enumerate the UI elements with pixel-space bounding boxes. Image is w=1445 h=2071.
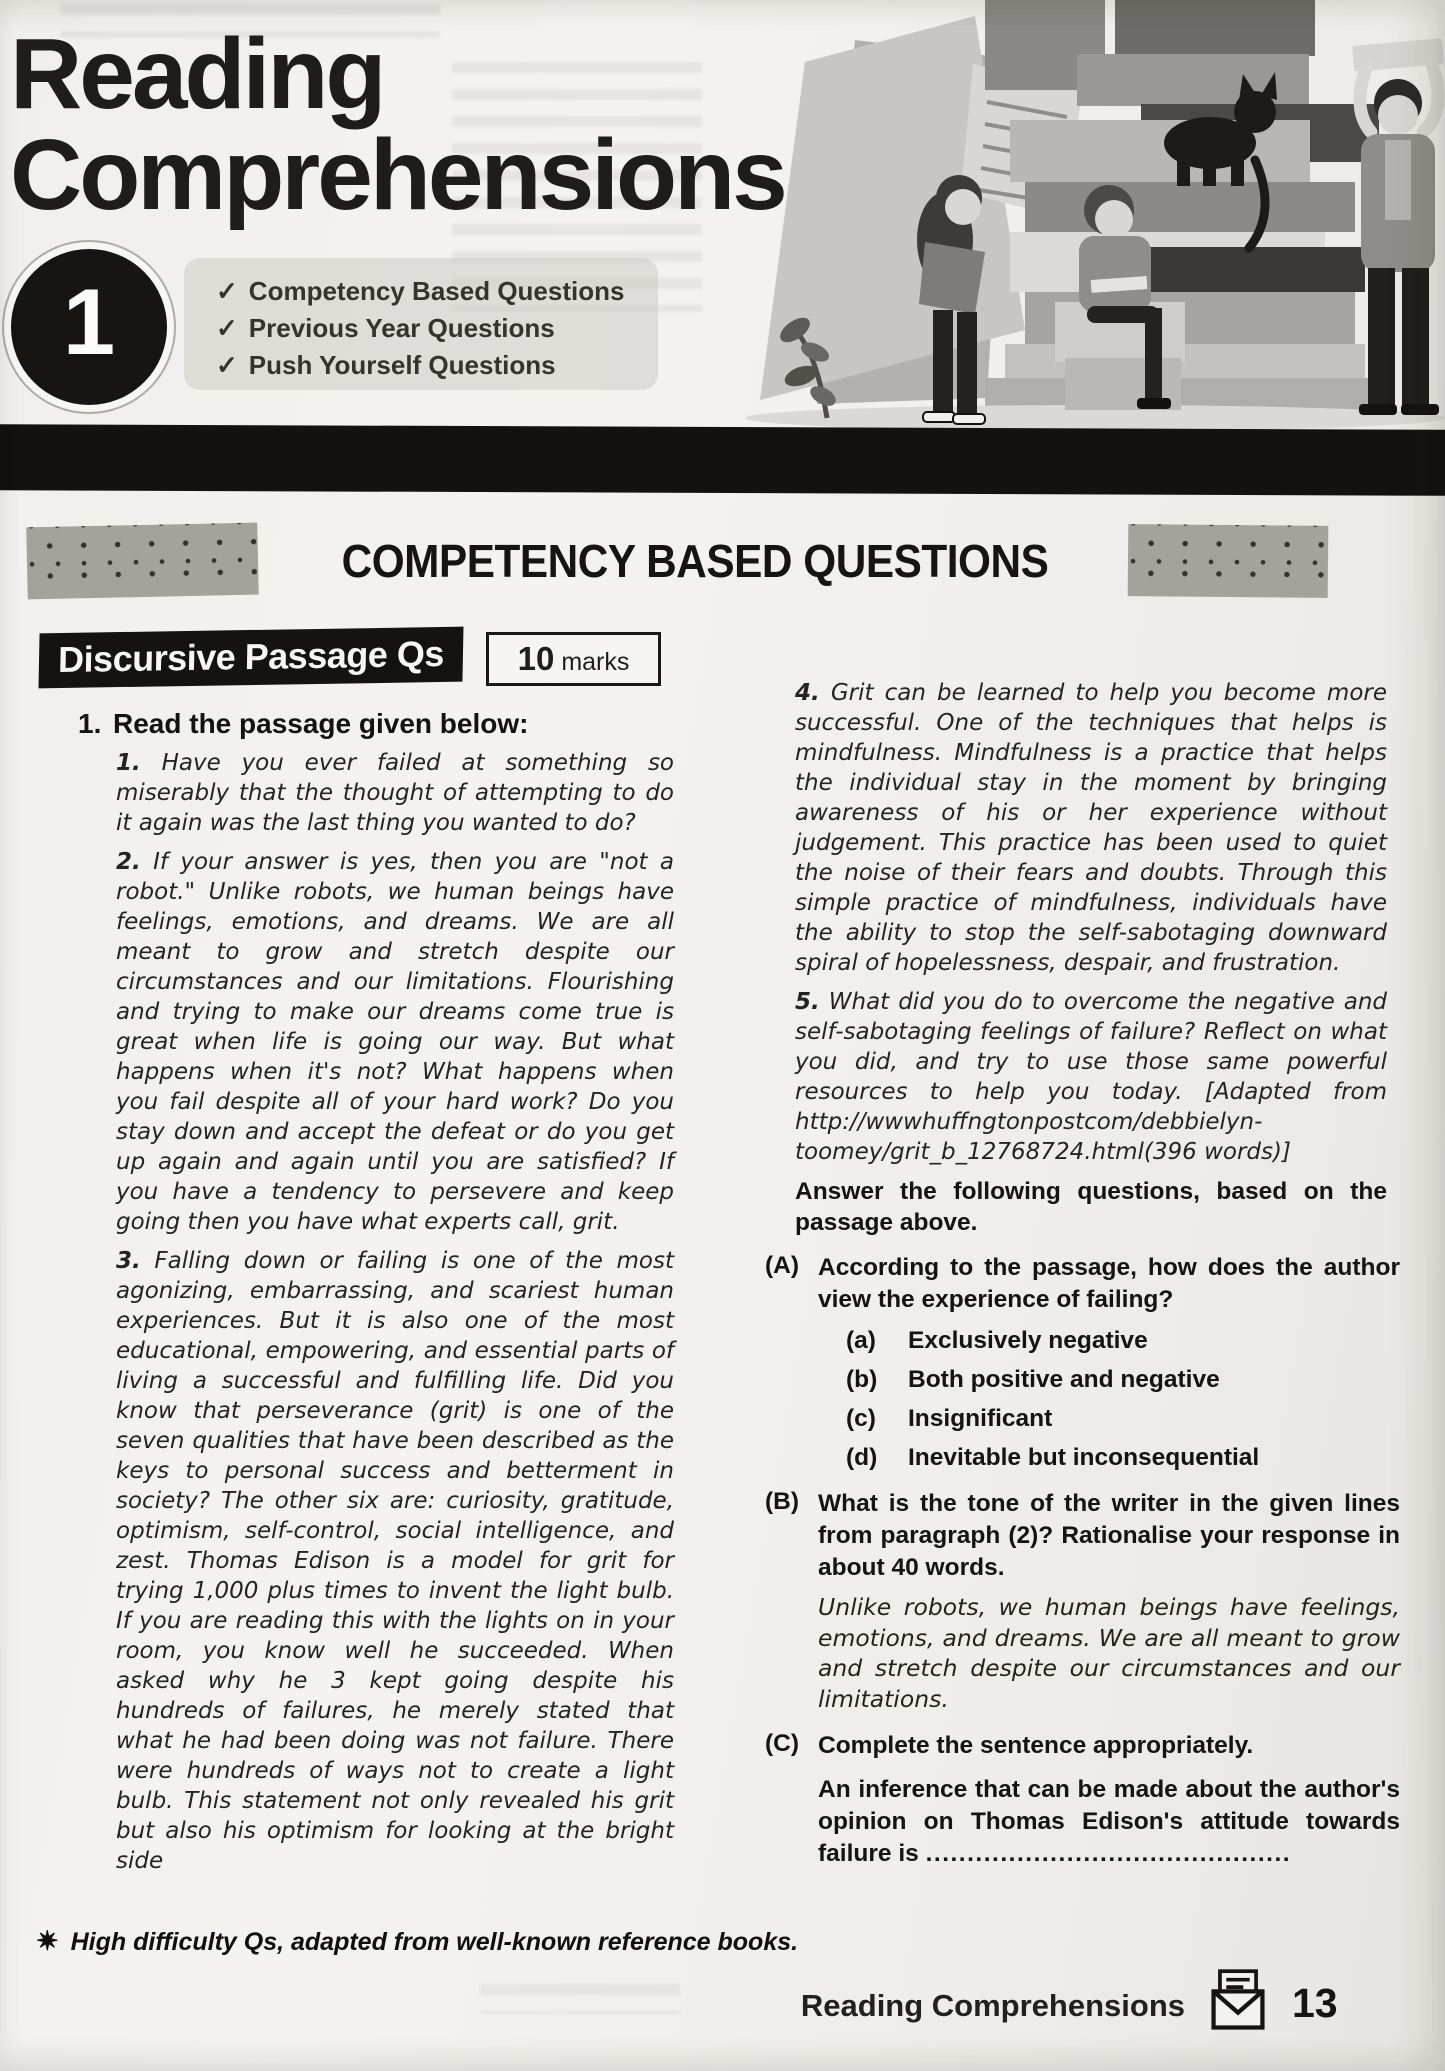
difficulty-footnote: ✷ High difficulty Qs, adapted from well-known reference books. (36, 1926, 799, 1956)
chapter-number-badge (4, 242, 174, 412)
check-icon: ✓ (216, 313, 238, 343)
marks-unit: marks (561, 648, 630, 676)
checklist-item: ✓ Push Yourself Questions (216, 350, 556, 380)
passage-type-badge: Discursive Passage Qs (38, 627, 463, 689)
section-banner (0, 521, 1445, 599)
chapter-checklist (184, 258, 658, 390)
check-icon: ✓ (216, 350, 238, 380)
exercise-instruction: 1. Read the passage given below: (78, 708, 529, 739)
instruction-number: 1. (78, 708, 102, 739)
right-column (755, 616, 1400, 1886)
page-title-line1: Reading (10, 18, 384, 130)
question-text: Complete the sentence appropriately. (818, 1732, 1254, 1759)
question-c (765, 1730, 1400, 1870)
passage-paragraph-1: 1. Have you ever failed at something so miserably that the thought of attempting to do it again was the last thing you wanted to do? (116, 750, 675, 836)
marks-value: 10 (517, 640, 555, 677)
question-label: (B) (765, 1488, 800, 1515)
question-quote: Unlike robots, we human beings have feelings, emotions, and dreams. We are all meant to grow and stretch despite our circumstances and our limitations. (818, 1593, 1400, 1713)
passage-paragraph-2: 2. If your answer is yes, then you are "not a robot." Unlike robots, we human beings have feelings, emotions, and dreams. We are all meant to grow and stretch despite our circumstances and our limitations. Flourishing and trying to make our dreams come true is great when life is going our way. But what happens when it's not? What happens when you fail despite all of your hard work? Do you stay down and accept the defeat or do you get up again and again until you are satisfied? If you have a tendency to persevere and keep going then you have what experts call, grit. (116, 849, 674, 1235)
answer-intro: Answer the following questions, based on the passage above. (795, 1178, 1387, 1236)
footer-chapter-title: Reading Comprehensions (800, 1988, 1185, 2023)
question-label: (C) (765, 1730, 800, 1757)
marks-badge (486, 632, 661, 686)
standing-reader-figure (1352, 38, 1444, 415)
question-type-row (30, 616, 682, 692)
passage-paragraph-4: 4. Grit can be learned to help you become more successful. One of the techniques that helps is mindfulness. Mindfulness is a practice that helps the individual stay in the moment by bringing awareness of his or her experience without judgement. This practice has been used to quiet the noise of their fears and doubts. Through this simple practice of mindfulness, individuals have the ability to stop the self-sabotaging downward spiral of hopelessness, despair, and frustration. (795, 680, 1387, 976)
envelope-icon (1206, 1968, 1270, 2036)
question-label: (A) (765, 1252, 800, 1279)
completion-sentence: An inference that can be made about the author's opinion on Thomas Edison's attitude towards failure is ............................................ (818, 1776, 1400, 1867)
ghost-print (480, 1984, 680, 2014)
option-a: (a) Exclusively negative (846, 1327, 1148, 1354)
page-number: 13 (1292, 1980, 1338, 2026)
option-c: (c) Insignificant (846, 1405, 1053, 1432)
page-title (10, 18, 785, 231)
chapter-number: 1 (62, 269, 116, 374)
checklist-item: ✓ Competency Based Questions (216, 276, 625, 306)
question-text: What is the tone of the writer in the given lines from paragraph (2)? Rationalise your response in about 40 words. (818, 1490, 1400, 1581)
passage-citation: [Adapted from http://wwwhuffngtonpostcom/debbielyn-toomey/grit_b_12768724.html(396 words)] (795, 1079, 1388, 1165)
divider-band (0, 424, 1445, 496)
question-text: According to the passage, how does the author view the experience of failing? (818, 1254, 1400, 1313)
section-banner-title: COMPETENCY BASED QUESTIONS (341, 535, 1049, 587)
banner-texture-block (26, 523, 258, 600)
question-b (765, 1488, 1400, 1714)
question-a (765, 1252, 1400, 1472)
banner-texture-block (1128, 524, 1329, 598)
left-column (30, 616, 682, 1885)
star-icon: ✷ (36, 1926, 59, 1956)
passage-paragraph-5: 5. What did you do to overcome the negative and self-sabotaging feelings of failure? Reflect on what you did, and try to use those same powerful resources to help you today. [Adapted from http://wwwhuffngtonpostcom/debbielyn-toomey/grit_b_12768724.html(396 words)] (795, 989, 1388, 1165)
check-icon: ✓ (216, 276, 238, 306)
checklist-item: ✓ Previous Year Questions (216, 313, 555, 343)
passage-paragraph-3: 3. Falling down or failing is one of the most agonizing, embarrassing, and scariest human experiences. But it is also one of the most educational, empowering, and essential parts of living a successful and fulfilling life. Did you know that perseverance (grit) is one of the seven qualities that have been described as the keys to personal success and betterment in society? The other six are: curiosity, gratitude, optimism, self-control, social intelligence, and zest. Thomas Edison is a model for grit for trying 1,000 plus times to invent the light bulb. If you are reading this with the lights on in your room, you know well he succeeded. When asked why he 3 kept going despite his hundreds of failures, he merely stated that what he had been doing was not failure. There were hundreds of ways not to create a light bulb. This statement not only revealed his grit but also his optimism for looking at the bright side (116, 1248, 674, 1874)
completion-dots: ............................................ (925, 1840, 1292, 1867)
page-title-line2: Comprehensions (10, 119, 785, 231)
option-d: (d) Inevitable but inconsequential (846, 1444, 1260, 1471)
option-b: (b) Both positive and negative (846, 1366, 1220, 1393)
